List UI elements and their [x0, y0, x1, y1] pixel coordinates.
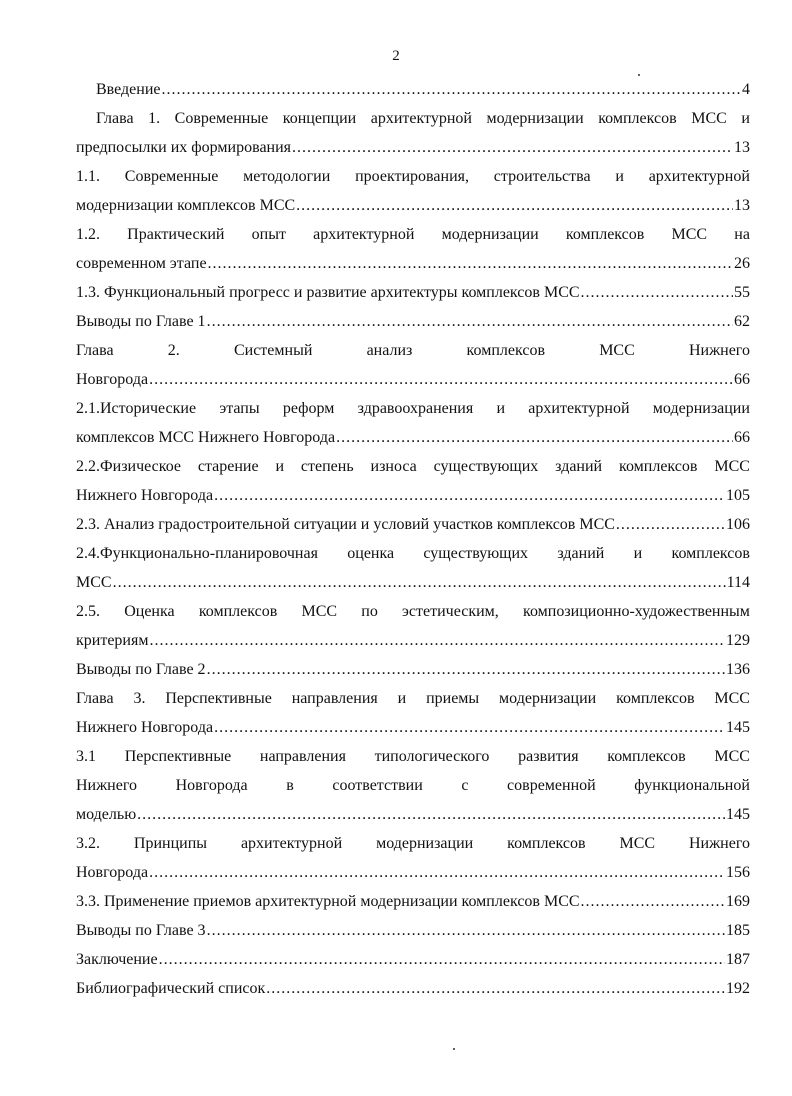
toc-word: 2.1.Исторические	[76, 400, 197, 417]
toc-title: Введение	[96, 81, 161, 98]
toc-line	[76, 717, 750, 746]
toc-word: 2.2.Физическое	[76, 458, 181, 475]
toc-page-number: 156	[726, 864, 750, 881]
toc-word: композиционно-художественным	[522, 603, 750, 620]
toc-word: модернизации	[441, 226, 539, 243]
toc-title: Новгорода	[76, 371, 149, 388]
toc-word: Оценка	[124, 603, 175, 620]
toc-word: и	[741, 110, 750, 127]
toc-word: МСС	[671, 226, 708, 243]
toc-word: и	[633, 545, 643, 562]
toc-word: 1.	[148, 110, 161, 127]
toc-word: 3.	[133, 690, 146, 707]
scan-speck	[453, 1048, 455, 1050]
toc-word: Современные	[124, 168, 219, 185]
toc-title: критериям	[76, 632, 149, 649]
toc-word: Нижнего	[688, 835, 750, 852]
toc-title: Нижнего Новгорода	[76, 487, 214, 504]
toc-word: здравоохранения	[357, 400, 474, 417]
toc-line	[76, 978, 750, 1007]
toc-word: опыт	[251, 226, 286, 243]
toc-word: комплексов	[671, 545, 750, 562]
toc-title: комплексов МСС Нижнего Новгорода	[76, 429, 336, 446]
toc-page-number: 145	[726, 719, 750, 736]
toc-page-number: 66	[734, 429, 750, 446]
toc-word: МСС	[714, 748, 750, 765]
toc-word: Принципы	[133, 835, 208, 852]
toc-word: в	[286, 777, 294, 794]
toc-word: комплексов	[598, 110, 677, 127]
toc-word: модернизации	[376, 835, 474, 852]
toc-word: 3.2.	[76, 835, 100, 852]
toc-word: МСС	[619, 835, 656, 852]
toc-line	[76, 862, 750, 891]
toc-entry	[76, 224, 750, 282]
toc-line	[76, 572, 750, 601]
toc-word: развития	[518, 748, 579, 765]
toc-entry	[76, 166, 750, 224]
toc-word: 2.5.	[76, 603, 100, 620]
toc-page-number: 187	[726, 951, 750, 968]
toc-line	[76, 398, 750, 427]
toc-word: Современные	[174, 110, 269, 127]
dot-leader	[266, 978, 725, 1000]
toc-word: существующих	[433, 458, 539, 475]
toc-word: износа	[370, 458, 417, 475]
toc-word: архитектурной	[648, 168, 750, 185]
toc-title: предпосылки их формирования	[76, 139, 292, 156]
toc-entry	[76, 108, 750, 166]
toc-word: Перспективные	[124, 748, 232, 765]
toc-line	[76, 311, 750, 340]
page-number: 2	[392, 48, 400, 64]
toc-word: комплексов	[565, 226, 645, 243]
toc-entry	[76, 456, 750, 514]
toc-page-number: 13	[734, 139, 750, 156]
dot-leader	[208, 253, 733, 275]
toc-word: оценка	[347, 545, 395, 562]
toc-word: эстетическим,	[402, 603, 499, 620]
toc-word: существующих	[423, 545, 529, 562]
toc-word: направления	[259, 748, 346, 765]
toc-line	[76, 253, 750, 282]
toc-word: Глава	[76, 342, 114, 359]
toc-title: современном этапе	[76, 255, 207, 272]
toc-word: модернизации	[499, 690, 597, 707]
toc-word: МСС	[714, 690, 750, 707]
toc-word: проектирования,	[355, 168, 469, 185]
toc-word: старение	[197, 458, 259, 475]
toc-line	[76, 630, 750, 659]
toc-word: и	[496, 400, 506, 417]
dot-leader	[336, 427, 733, 449]
toc-line	[76, 456, 750, 485]
toc-word: МСС	[714, 458, 750, 475]
toc-word: зданий	[557, 545, 605, 562]
toc-word: на	[734, 226, 750, 243]
toc-title: 3.3. Применение приемов архитектурной модернизации комплексов МСС	[76, 893, 580, 910]
toc-word: Перспективные	[165, 690, 272, 707]
dot-leader	[207, 311, 733, 333]
toc-word: комплексов	[607, 748, 686, 765]
toc-page-number: 106	[726, 516, 750, 533]
toc-word: концепции	[282, 110, 357, 127]
toc-entry	[76, 79, 750, 108]
dot-leader	[149, 369, 733, 391]
toc-page-number: 185	[726, 922, 750, 939]
toc-line	[76, 369, 750, 398]
dot-leader	[149, 862, 725, 884]
toc-page-number: 62	[734, 313, 750, 330]
toc-line	[76, 920, 750, 949]
toc-word: и	[615, 168, 624, 185]
toc-title: Нижнего Новгорода	[76, 719, 214, 736]
toc-word: этапы	[219, 400, 260, 417]
toc-entry	[76, 601, 750, 659]
toc-entry	[76, 514, 750, 543]
toc-word: 3.1	[76, 748, 96, 765]
dot-leader	[149, 630, 725, 652]
toc-entry	[76, 949, 750, 978]
toc-page-number: 4	[742, 81, 750, 98]
toc-word: Нижнего	[76, 777, 137, 794]
toc-word: с	[461, 777, 469, 794]
toc-word: Новгорода	[175, 777, 248, 794]
toc-entry	[76, 282, 750, 311]
toc-entry	[76, 311, 750, 340]
dot-leader	[159, 949, 725, 971]
toc-word: степень	[300, 458, 354, 475]
toc-word: архитектурной	[313, 226, 415, 243]
toc-word: строительства	[493, 168, 591, 185]
toc-entry	[76, 833, 750, 891]
toc-page-number: 169	[726, 893, 750, 910]
toc-line	[76, 340, 750, 369]
toc-word: Нижнего	[688, 342, 750, 359]
dot-leader	[113, 572, 726, 594]
toc-word: архитектурной	[528, 400, 630, 417]
toc-word: анализ	[366, 342, 413, 359]
scan-speck	[638, 74, 640, 76]
toc-title: 1.3. Функциональный прогресс и развитие архитектуры комплексов МСС	[76, 284, 580, 301]
toc-word: Глава	[76, 690, 114, 707]
toc-line	[76, 427, 750, 456]
toc-title: МСС	[76, 574, 112, 591]
toc-word: современной	[507, 777, 596, 794]
toc-word: комплексов	[616, 690, 695, 707]
dot-leader	[296, 195, 733, 217]
toc-word: МСС	[599, 342, 635, 359]
dot-leader	[292, 137, 733, 159]
toc-word: приемы	[426, 690, 480, 707]
toc-title: модернизации комплексов МСС	[76, 197, 296, 214]
toc-word: 2.	[167, 342, 180, 359]
toc-line	[76, 949, 750, 978]
toc-entry	[76, 920, 750, 949]
toc-page-number: 192	[726, 980, 750, 997]
toc-word: и	[397, 690, 407, 707]
toc-word: модернизации	[486, 110, 584, 127]
toc-title: 2.3. Анализ градостроительной ситуации и условий участков комплексов МСС	[76, 516, 615, 533]
toc-page-number: 129	[726, 632, 750, 649]
toc-word: и	[275, 458, 285, 475]
toc-line	[76, 514, 750, 543]
toc-entry	[76, 688, 750, 746]
toc-entry	[76, 978, 750, 1007]
toc-line	[76, 543, 750, 572]
toc-word: по	[361, 603, 378, 620]
toc-page-number: 55	[734, 284, 750, 301]
toc-line	[76, 224, 750, 253]
toc-word: МСС	[691, 110, 727, 127]
toc-word: комплексов	[619, 458, 698, 475]
toc-line	[76, 659, 750, 688]
toc-word: МСС	[301, 603, 338, 620]
dot-leader	[137, 804, 725, 826]
toc-page-number: 105	[726, 487, 750, 504]
toc-page-number: 13	[734, 197, 750, 214]
toc-line	[76, 282, 750, 311]
toc-page-number: 114	[726, 574, 750, 591]
toc-title: Выводы по Главе 3	[76, 922, 206, 939]
toc-title: моделью	[76, 806, 137, 823]
toc-line	[76, 688, 750, 717]
toc-word: 1.1.	[76, 168, 100, 185]
toc-title: Выводы по Главе 2	[76, 661, 206, 678]
toc-title: Новгорода	[76, 864, 149, 881]
toc-line	[76, 195, 750, 224]
toc-title: Библиографический список	[76, 980, 266, 997]
toc-word: методологии	[243, 168, 331, 185]
toc-line	[76, 804, 750, 833]
toc-line	[76, 891, 750, 920]
toc-page-number: 26	[734, 255, 750, 272]
toc-line	[76, 137, 750, 166]
dot-leader	[616, 514, 725, 536]
toc-word: модернизации	[652, 400, 750, 417]
toc-word: комплексов	[507, 835, 586, 852]
toc-word: направления	[291, 690, 378, 707]
toc-entry	[76, 746, 750, 833]
toc-word: функциональной	[634, 777, 750, 794]
toc-line	[76, 166, 750, 195]
toc-page-number: 136	[726, 661, 750, 678]
toc-entry	[76, 891, 750, 920]
toc-word: реформ	[282, 400, 335, 417]
toc-word: 2.4.Функционально-планировочная	[76, 545, 318, 562]
toc-word: Глава	[96, 110, 134, 127]
toc-word: зданий	[555, 458, 603, 475]
toc-entry	[76, 543, 750, 601]
toc-title: Выводы по Главе 1	[76, 313, 206, 330]
toc-word: Системный	[233, 342, 313, 359]
toc-line	[76, 485, 750, 514]
toc-entry	[76, 398, 750, 456]
toc-word: архитектурной	[370, 110, 472, 127]
dot-leader	[162, 79, 742, 101]
toc-word: комплексов	[198, 603, 278, 620]
toc-line	[76, 601, 750, 630]
toc-line	[76, 79, 750, 108]
toc-page-number: 145	[726, 806, 750, 823]
toc-word: Практический	[127, 226, 225, 243]
toc-word: комплексов	[466, 342, 546, 359]
dot-leader	[207, 659, 725, 681]
toc-line	[76, 775, 750, 804]
dot-leader	[581, 891, 725, 913]
toc-title: Заключение	[76, 951, 158, 968]
toc-line	[76, 108, 750, 137]
toc-word: типологического	[374, 748, 490, 765]
dot-leader	[214, 717, 725, 739]
dot-leader	[214, 485, 725, 507]
dot-leader	[581, 282, 733, 304]
toc-line	[76, 746, 750, 775]
toc-line	[76, 833, 750, 862]
dot-leader	[207, 920, 725, 942]
toc-page-number: 66	[734, 371, 750, 388]
toc-entry	[76, 659, 750, 688]
toc-entry	[76, 340, 750, 398]
toc-word: 1.2.	[76, 226, 100, 243]
toc-word: соответствии	[332, 777, 423, 794]
toc-word: архитектурной	[240, 835, 343, 852]
